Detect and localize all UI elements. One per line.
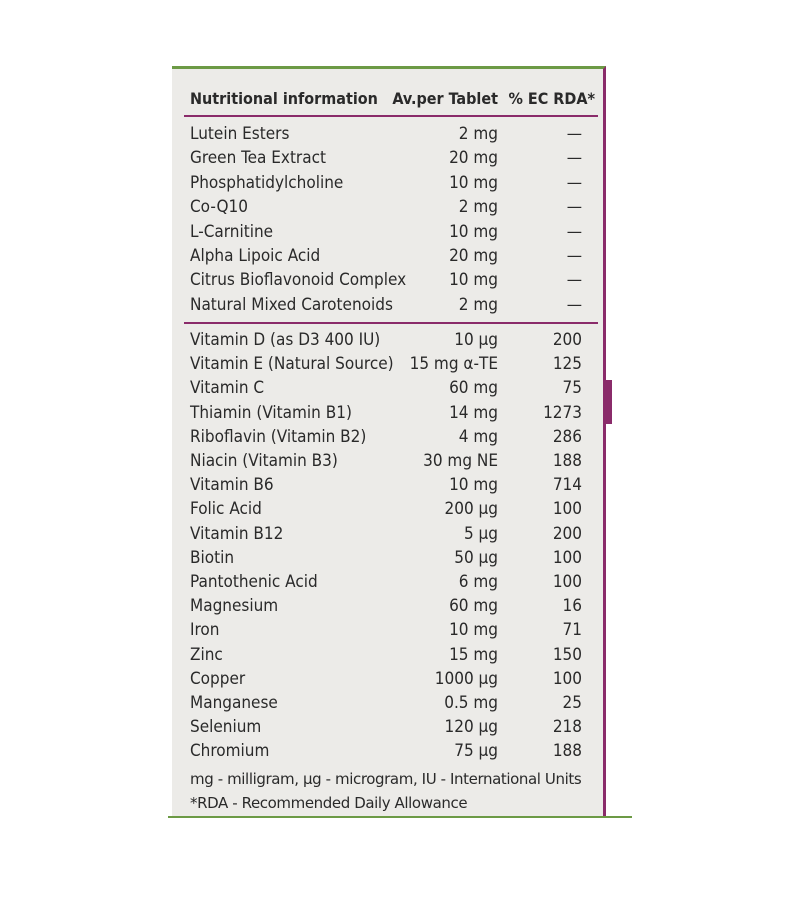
nutrition-label [172,66,606,816]
rda-value: — [566,124,582,144]
header-divider [184,115,598,117]
nutrient-name: Selenium [190,717,262,738]
table-row [172,146,603,170]
table-row [172,328,603,352]
nutrient-name: Vitamin B12 [190,523,284,544]
amount-value: 2 mg [458,197,498,218]
table-header [172,87,603,111]
amount-value: 1000 µg [434,668,498,689]
amount-value: 20 mg [449,148,498,169]
rda-value: — [566,172,582,193]
table-row [172,220,603,244]
table-row [172,122,603,146]
nutrient-name: Manganese [190,693,278,713]
header-nutrient: Nutritional information [190,89,378,108]
amount-value: 200 µg [444,499,498,520]
nutrient-name: Co-Q10 [190,197,248,218]
amount-value: 10 mg [449,172,498,193]
rda-value: 714 [552,475,582,496]
rda-value: 16 [562,596,582,617]
table-row [172,425,603,449]
rda-value: 100 [552,547,582,568]
rda-value: 286 [552,426,582,447]
nutrient-name: Citrus Bioflavonoid Complex [190,270,407,291]
amount-value: 50 µg [454,547,498,568]
nutrient-name: Magnesium [190,596,279,617]
side-tab [603,380,612,424]
amount-value: 60 mg [449,596,498,617]
rda-value: 218 [552,717,582,738]
table-row [172,546,603,570]
rda-value: 200 [552,523,582,544]
table-row [172,497,603,521]
amount-value: 2 mg [458,294,498,315]
amount-value: 30 mg NE [423,451,498,471]
nutrient-name: Niacin (Vitamin B3) [190,451,338,471]
amount-value: 4 mg [458,426,498,447]
group-divider [184,322,598,324]
rda-value: 75 [562,378,582,399]
amount-value: 2 mg [458,124,498,144]
rda-value: 100 [552,499,582,520]
amount-value: 60 mg [449,378,498,399]
nutrient-name: Riboflavin (Vitamin B2) [190,426,367,447]
nutrient-name: Natural Mixed Carotenoids [190,294,393,315]
table-row [172,643,603,667]
table-row [172,570,603,594]
table-row [172,268,603,292]
nutrient-name: Lutein Esters [190,124,290,144]
rda-value: — [566,270,582,291]
rda-value: 150 [552,644,582,665]
rda-footnote: *RDA - Recommended Daily Allowance [190,794,468,812]
table-row [172,401,603,425]
bottom-border [168,816,632,818]
amount-value: 14 mg [449,402,498,423]
table-row [172,522,603,546]
amount-value: 15 mg [449,644,498,665]
table-row [172,473,603,497]
amount-value: 15 mg α-TE [409,354,498,375]
nutrient-name: Folic Acid [190,499,262,520]
table-row [172,352,603,376]
table-row [172,195,603,219]
nutrient-name: Green Tea Extract [190,148,326,169]
amount-value: 10 mg [449,270,498,291]
amount-value: 6 mg [458,572,498,592]
amount-value: 10 mg [449,475,498,496]
table-row [172,594,603,618]
amount-value: 0.5 mg [444,693,498,713]
rda-value: — [566,294,582,315]
nutrient-name: Chromium [190,741,270,762]
table-row [172,293,603,317]
rda-value: 125 [552,354,582,375]
header-rda: % EC RDA* [508,89,595,108]
nutrient-name: Iron [190,620,220,641]
table-row [172,739,603,763]
rda-value: — [566,197,582,218]
nutrient-name: Vitamin E (Natural Source) [190,354,394,375]
table-row [172,449,603,473]
nutrient-name: Biotin [190,547,235,568]
table-row [172,667,603,691]
nutrient-name: Copper [190,668,246,689]
nutrient-name: Alpha Lipoic Acid [190,246,321,266]
nutrient-name: Zinc [190,644,223,665]
rda-value: 200 [552,330,582,350]
amount-value: 10 mg [449,620,498,641]
table-row [172,715,603,739]
amount-value: 20 mg [449,246,498,266]
amount-value: 75 µg [454,741,498,762]
rda-value: 25 [562,693,582,713]
rda-value: 100 [552,572,582,592]
rda-value: 188 [552,741,582,762]
nutrient-name: L-Carnitine [190,221,274,242]
nutrient-name: Vitamin D (as D3 400 IU) [190,330,381,350]
nutrient-name: Phosphatidylcholine [190,172,344,193]
nutrient-name: Vitamin B6 [190,475,274,496]
nutrient-name: Thiamin (Vitamin B1) [190,402,352,423]
amount-value: 120 µg [444,717,498,738]
table-row [172,618,603,642]
rda-value: — [566,148,582,169]
nutrient-name: Vitamin C [190,378,265,399]
rda-value: — [566,246,582,266]
amount-value: 5 µg [463,523,498,544]
rda-value: 71 [562,620,582,641]
rda-value: 1273 [543,402,582,423]
amount-value: 10 mg [449,221,498,242]
table-row [172,691,603,715]
table-row [172,171,603,195]
nutrient-name: Pantothenic Acid [190,572,318,592]
table-row [172,376,603,400]
rda-value: — [566,221,582,242]
units-footnote: mg - milligram, µg - microgram, IU - International Units [190,770,582,788]
rda-value: 188 [552,451,582,471]
rda-value: 100 [552,668,582,689]
header-amount: Av.per Tablet [392,89,498,108]
amount-value: 10 µg [454,330,498,350]
table-row [172,244,603,268]
